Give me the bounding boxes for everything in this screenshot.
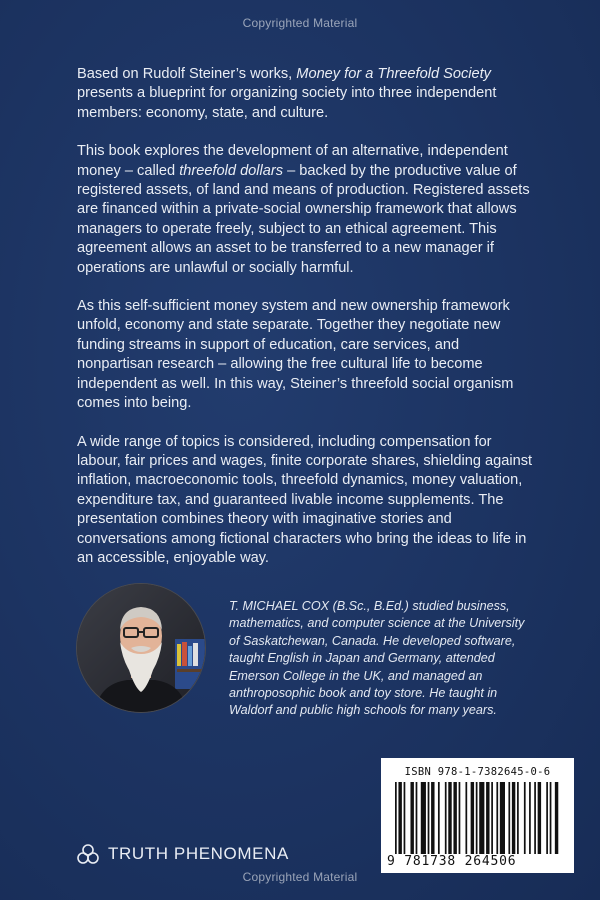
author-photo: [76, 583, 206, 713]
barcode-bars-icon: [395, 782, 560, 854]
description-paragraph-4: A wide range of topics is considered, including compensation for labour, fair prices and wages, finite corporate shares, shielding against inflation, macroeconomic tools, threefold dynamics, money valuation, expenditure tax, and guaranteed livable income supplements. The presentation combines theory with imaginative stories and conversations among fictional characters who bring the ideas to life in an accessible, enjoyable way.: [77, 433, 533, 566]
threefold-dollars-term: threefold dollars: [179, 162, 284, 179]
copyright-watermark-bottom: Copyrighted Material: [242, 870, 358, 884]
publisher-name: TRUTH PHENOMENA: [108, 844, 289, 863]
p2-text-b: – backed by the productive value of registered assets, of land and means of production. Registered assets are financed within a private-social ownership framework that allows managers to operate freely, subject to an ethical agreement. This agreement allows an asset to be transferred to a new manager if operations are unlawful or socially harmful.: [77, 162, 530, 276]
publisher-logo: [76, 843, 289, 865]
isbn-number: ISBN 978-1-7382645-0-6: [404, 766, 551, 778]
author-bio: T. MICHAEL COX (B.Sc., B.Ed.) studied business, mathematics, and computer science at the University of Saskatchewan, Canada. He developed software, taught English in Japan and Germany, attended Emerson College in the UK, and managed an anthroposophic book and toy store. He taught in Waldorf and public high schools for many years.: [229, 599, 525, 718]
description-paragraph-1: [77, 65, 537, 123]
author-portrait-icon: [77, 584, 205, 712]
barcode-digits: 9 781738 264506: [387, 854, 517, 869]
isbn-barcode: [381, 758, 574, 873]
p1-text-a: Based on Rudolf Steiner’s works,: [77, 66, 297, 82]
description-paragraph-3: As this self-sufficient money system and new ownership framework unfold, economy and state separate. Together they negotiate new funding streams in support of education, care services, and nonpartisan research – allowing the free cultural life to become independent as well. In this way, Steiner’s threefold social organism comes into being.: [77, 298, 514, 412]
copyright-watermark-top: Copyrighted Material: [242, 16, 358, 30]
p1-text-b: presents a blueprint for organizing society into three independent members: economy, state, and culture.: [77, 85, 497, 121]
description-paragraph-2: [77, 142, 537, 278]
book-description: [77, 65, 537, 587]
p2-text-a: This book explores the development of an alternative, independent money – called: [77, 143, 508, 179]
book-title-italic: Money for a Threefold Society: [296, 66, 491, 82]
triquetra-icon: [76, 843, 100, 865]
